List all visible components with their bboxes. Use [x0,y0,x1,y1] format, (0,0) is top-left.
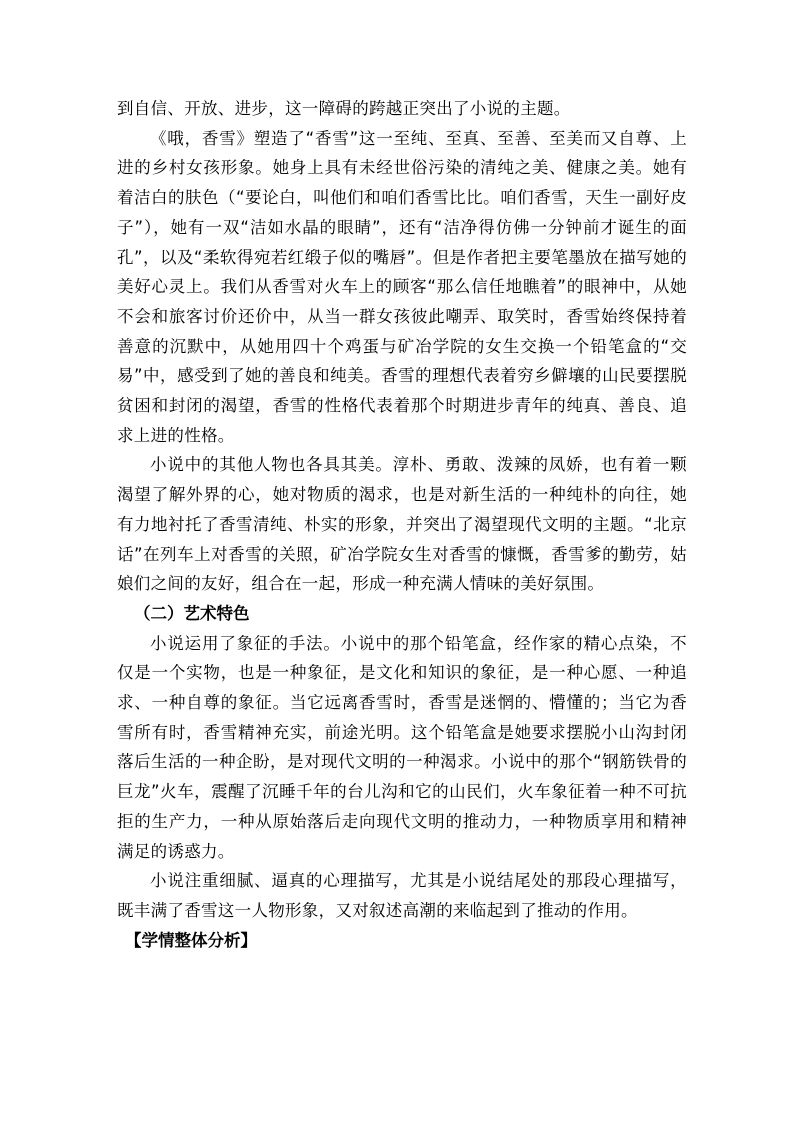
paragraph-symbolism: 小说运用了象征的手法。小说中的那个铅笔盒，经作家的精心点染，不仅是一个实物，也是一种象征，是文化和知识的象征，是一种心愿、一种追求、一种自尊的象征。当它远离香雪时，香雪是迷惘的、懵懂的；当它为香雪所有时，香雪精神充实，前途光明。这个铅笔盒是她要求摆脱小山沟封闭落后生活的一种企盼，是对现代文明的一种渴求。小说中的那个“钢筋铁骨的巨龙”火车，震醒了沉睡千年的台儿沟和它的山民们，火车象征着一种不可抗拒的生产力，一种从原始落后走向现代文明的推动力，一种物质享用和精神满足的诱惑力。 [117,633,687,861]
paragraph-psychology: 小说注重细腻、逼真的心理描写，尤其是小说结尾处的那段心理描写，既丰满了香雪这一人物形象，又对叙述高潮的来临起到了推动的作用。 [117,871,687,920]
section-heading-learning-analysis: 【学情整体分析】 [125,930,257,950]
paragraph-xiangxue-image: 《哦，香雪》塑造了“香雪”这一至纯、至真、至善、至美而又自尊、上进的乡村女孩形象。她身上具有未经世俗污染的清纯之美、健康之美。她有着洁白的肤色（“要论白，叫他们和咱们香雪比比。咱们香雪，天生一副好皮子”），她有一双“洁如水晶的眼睛”，还有“洁净得仿佛一分钟前才诞生的面孔”，以及“柔软得宛若红缎子似的嘴唇”。但是作者把主要笔墨放在描写她的美好心灵上。我们从香雪对火车上的顾客“那么信任地瞧着”的眼神中，从她不会和旅客讨价还价中，从当一群女孩彼此嘲弄、取笑时，香雪始终保持着善意的沉默中，从她用四十个鸡蛋与矿冶学院的女生交换一个铅笔盒的“交易”中，感受到了她的善良和纯美。香雪的理想代表着穷乡僻壤的山民要摆脱贫困和封闭的渴望，香雪的性格代表着那个时期进步青年的纯真、善良、追求上进的性格。 [117,128,687,445]
document-body [117,94,687,955]
paragraph-other-characters: 小说中的其他人物也各具其美。淳朴、勇敢、泼辣的凤娇，也有着一颗渴望了解外界的心，她对物质的渴求，也是对新生活的一种纯朴的向往，她有力地衬托了香雪清纯、朴实的形象，并突出了渴望现代文明的主题。“北京话”在列车上对香雪的关照，矿冶学院女生对香雪的慷慨，香雪爹的勤劳，姑娘们之间的友好，组合在一起，形成一种充满人情味的美好氛围。 [117,455,687,594]
paragraph-theme-conclusion: 到自信、开放、进步，这一障碍的跨越正突出了小说的主题。 [117,99,571,118]
section-heading-art-features: （二）艺术特色 [134,603,250,623]
